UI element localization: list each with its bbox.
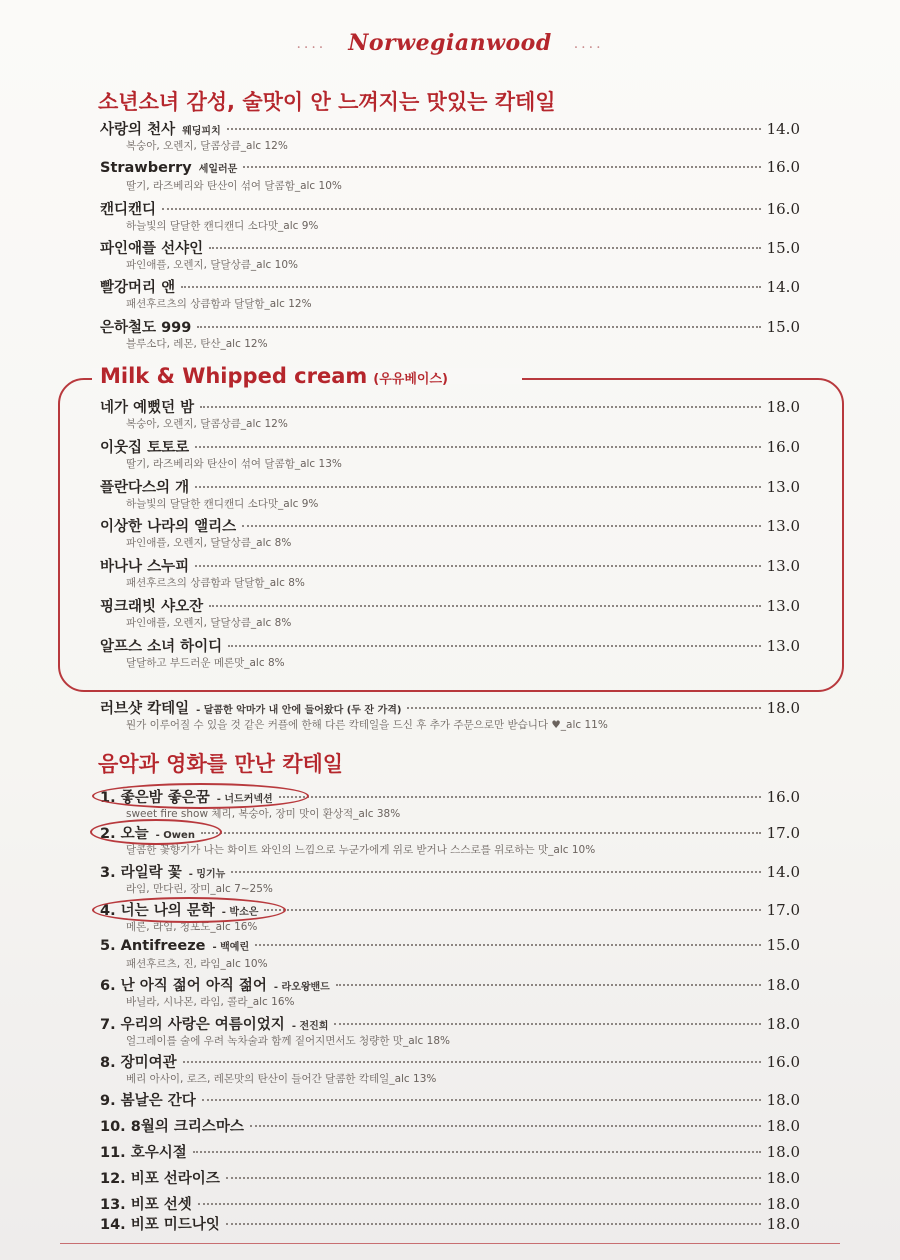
dotted-leader [181, 286, 761, 288]
menu-item-name: 플란다스의 개 [100, 480, 190, 496]
menu-item-name: Strawberry [100, 160, 192, 176]
menu-item-description: 복숭아, 오렌지, 달콤상큼_alc 12% [126, 418, 288, 430]
dotted-leader [334, 1023, 760, 1025]
menu-item-price: 13.0 [766, 637, 800, 655]
menu-item [100, 1115, 800, 1137]
dotted-leader [195, 565, 761, 567]
dotted-leader [243, 166, 760, 168]
menu-item-subtitle: - 달콤한 악마가 내 안에 들어왔다 (두 잔 가격) [196, 705, 402, 716]
menu-item-name: 빨강머리 앤 [100, 280, 176, 296]
menu-item-price: 15.0 [766, 239, 800, 257]
section-title-1 [98, 86, 556, 116]
section-title-2 [100, 364, 448, 388]
menu-item-name: 3. 라일락 꽃 [100, 865, 182, 881]
menu-item-name: 알프스 소녀 하이디 [100, 639, 223, 655]
menu-item-name: 6. 난 아직 젊어 아직 젊어 [100, 978, 267, 994]
menu-item-price: 18.0 [766, 1195, 800, 1213]
dotted-leader [336, 984, 761, 986]
menu-item-row [100, 786, 800, 808]
dotted-leader [197, 326, 760, 328]
section-title-2-text: Milk & Whipped cream [100, 364, 368, 388]
menu-item-row [100, 118, 800, 140]
menu-item [100, 1167, 800, 1189]
menu-item [100, 1013, 800, 1048]
dotted-leader [242, 525, 760, 527]
menu-item-description: 파인애플, 오렌지, 달달상큼_alc 10% [126, 259, 298, 271]
menu-item-row [100, 697, 800, 719]
dotted-leader [231, 871, 760, 873]
dotted-leader [209, 605, 760, 607]
menu-item-price: 18.0 [766, 699, 800, 717]
menu-item [100, 635, 800, 670]
menu-item-price: 16.0 [766, 200, 800, 218]
menu-item-name: 파인애플 선샤인 [100, 241, 204, 257]
dotted-leader [226, 1177, 761, 1179]
menu-item-description: sweet fire show 체리, 복숭아, 장미 맛이 환상적_alc 38% [126, 808, 401, 820]
brand-dots-left: .... [296, 36, 327, 52]
menu-item-price: 18.0 [766, 1091, 800, 1109]
menu-item-description: 달달하고 부드러운 메론맛_alc 8% [126, 657, 285, 669]
menu-item-description: 파인애플, 오렌지, 달달상큼_alc 8% [126, 537, 292, 549]
dotted-leader [183, 1061, 761, 1063]
menu-item [100, 237, 800, 272]
section-title-3 [98, 748, 343, 778]
menu-item-name: 캔디캔디 [100, 202, 157, 218]
dotted-leader [200, 406, 760, 408]
menu-item-row [100, 1013, 800, 1035]
menu-item-description: 패션후르츠의 상큼함과 달달함_alc 8% [126, 577, 305, 589]
menu-item-description: 하늘빛의 달달한 캔디캔디 소다맛_alc 9% [126, 498, 319, 510]
menu-item-row [100, 936, 800, 958]
menu-item [100, 476, 800, 511]
menu-item-row [100, 158, 800, 180]
menu-item-row [100, 436, 800, 458]
menu-item [100, 555, 800, 590]
dotted-leader [193, 1151, 761, 1153]
menu-item [100, 697, 800, 732]
dotted-leader [201, 832, 761, 834]
menu-item-name: 이웃집 토토로 [100, 440, 190, 456]
menu-item-description: 얼그레이를 술에 우려 녹차술과 함께 짙어지면서도 청량한 맛_alc 18% [126, 1035, 450, 1047]
menu-item-name: 사랑의 천사 [100, 122, 176, 138]
menu-item-row [100, 237, 800, 259]
menu-item-name: 러브샷 칵테일 [100, 701, 190, 717]
menu-item-price: 18.0 [766, 1015, 800, 1033]
menu-item-subtitle: 세일러문 [198, 164, 238, 175]
menu-item-description: 바닐라, 시나몬, 라임, 콜라_alc 16% [126, 996, 295, 1008]
menu-item-subtitle: - 박소은 [221, 907, 259, 918]
menu-item-row [100, 1193, 800, 1215]
menu-item-price: 15.0 [766, 936, 800, 954]
dotted-leader [226, 1223, 761, 1225]
menu-item-row [100, 1115, 800, 1137]
menu-item-description: 파인애플, 오렌지, 달달상큼_alc 8% [126, 617, 292, 629]
menu-item-name: 4. 너는 나의 문학 [100, 903, 215, 919]
brand-header [0, 30, 900, 56]
menu-item-name: 7. 우리의 사랑은 여름이었지 [100, 1017, 285, 1033]
dotted-leader [279, 796, 761, 798]
menu-item-price: 16.0 [766, 788, 800, 806]
menu-item-row [100, 515, 800, 537]
menu-item [100, 158, 800, 193]
menu-item [100, 1089, 800, 1111]
menu-item-row [100, 822, 800, 844]
menu-item-row [100, 974, 800, 996]
menu-item-description: 딸기, 라즈베리와 탄산이 섞여 달콤함_alc 13% [126, 458, 342, 470]
menu-item [100, 276, 800, 311]
menu-item-row [100, 1141, 800, 1163]
menu-item [100, 899, 800, 934]
menu-item-subtitle: - 너드커넥션 [216, 794, 273, 805]
menu-item-subtitle: - 전진희 [291, 1021, 329, 1032]
menu-item-name: 10. 8월의 크리스마스 [100, 1119, 244, 1135]
menu-item-price: 18.0 [766, 1169, 800, 1187]
menu-item-description: 라임, 만다린, 장미_alc 7~25% [126, 883, 273, 895]
menu-item-description: 달콤한 꽃향기가 나는 화이트 와인의 느낌으로 누군가에게 위로 받거나 스스로를 위로하는 맛_alc 10% [126, 844, 596, 856]
menu-item-row [100, 1167, 800, 1189]
menu-item-price: 13.0 [766, 478, 800, 496]
dotted-leader [250, 1125, 761, 1127]
brand-logo: Norwegianwood [348, 30, 552, 56]
menu-item [100, 396, 800, 431]
section-title-1-text: 소년소녀 감성, 술맛이 안 느껴지는 맛있는 칵테일 [98, 90, 556, 114]
menu-item-row [100, 396, 800, 418]
dotted-leader [195, 486, 761, 488]
menu-item [100, 1051, 800, 1086]
dotted-leader [198, 1203, 761, 1205]
menu-item-price: 14.0 [766, 863, 800, 881]
menu-item-row [100, 1089, 800, 1111]
menu-item [100, 1193, 800, 1215]
section-title-2-note: (우유베이스) [373, 372, 448, 387]
menu-item-name: 바나나 스누피 [100, 559, 190, 575]
menu-item-price: 18.0 [766, 1143, 800, 1161]
menu-item-name: 이상한 나라의 앨리스 [100, 519, 237, 535]
menu-item-name: 12. 비포 선라이즈 [100, 1171, 220, 1187]
dotted-leader [264, 909, 760, 911]
menu-item-row [100, 276, 800, 298]
menu-item-name: 11. 호우시절 [100, 1145, 187, 1161]
menu-item-row [100, 861, 800, 883]
menu-item-row [100, 476, 800, 498]
menu-item-price: 16.0 [766, 438, 800, 456]
menu-item-price: 18.0 [766, 976, 800, 994]
menu-item-name: 네가 예뻤던 밤 [100, 400, 195, 416]
menu-item-price: 15.0 [766, 318, 800, 336]
menu-item [100, 974, 800, 1009]
menu-item-row [100, 198, 800, 220]
dotted-leader [209, 247, 760, 249]
menu-item [100, 316, 800, 351]
menu-item-name: 5. Antifreeze [100, 938, 206, 954]
menu-item-subtitle: - Owen [155, 830, 195, 841]
menu-item-row [100, 1213, 800, 1235]
menu-item-price: 16.0 [766, 158, 800, 176]
bottom-rule [60, 1243, 840, 1244]
dotted-leader [162, 208, 761, 210]
menu-item-description: 베리 아사이, 로즈, 레몬맛의 탄산이 들어간 달콤한 칵테일_alc 13% [126, 1073, 437, 1085]
menu-item-price: 17.0 [766, 824, 800, 842]
menu-item [100, 198, 800, 233]
menu-item-subtitle: - 백예린 [212, 942, 250, 953]
menu-item-row [100, 899, 800, 921]
menu-item [100, 118, 800, 153]
menu-item-name: 은하철도 999 [100, 320, 192, 336]
menu-item-row [100, 1051, 800, 1073]
menu-item [100, 822, 800, 857]
menu-item-price: 13.0 [766, 517, 800, 535]
menu-item-subtitle: 웨딩피치 [182, 126, 221, 137]
menu-item-name: 13. 비포 선셋 [100, 1197, 192, 1213]
menu-item-price: 18.0 [766, 1215, 800, 1233]
menu-item-name: 1. 좋은밤 좋은꿈 [100, 790, 210, 806]
menu-item-price: 14.0 [766, 278, 800, 296]
menu-item-description: 메론, 라임, 청포도_alc 16% [126, 921, 258, 933]
dotted-leader [202, 1099, 761, 1101]
dotted-leader [255, 944, 760, 946]
menu-item-description: 뭔가 이루어질 수 있을 것 같은 커플에 한해 다른 칵테일을 드신 후 추가 주문으로만 받습니다 ♥_alc 11% [126, 719, 608, 731]
menu-item [100, 436, 800, 471]
menu-item-row [100, 595, 800, 617]
menu-item-description: 하늘빛의 달달한 캔디캔디 소다맛_alc 9% [126, 220, 319, 232]
menu-item-description: 패션후르츠의 상큼함과 달달함_alc 12% [126, 298, 312, 310]
menu-item-row [100, 555, 800, 577]
menu-item-price: 13.0 [766, 557, 800, 575]
menu-item-name: 8. 장미여관 [100, 1055, 177, 1071]
dotted-leader [407, 707, 760, 709]
menu-item [100, 786, 800, 821]
menu-item-price: 17.0 [766, 901, 800, 919]
section-title-3-text: 음악과 영화를 만난 칵테일 [98, 752, 344, 776]
menu-item-price: 18.0 [766, 398, 800, 416]
menu-item-price: 16.0 [766, 1053, 800, 1071]
menu-item-name: 2. 오늘 [100, 826, 149, 842]
menu-item-name: 14. 비포 미드나잇 [100, 1217, 220, 1233]
menu-item-description: 패션후르츠, 진, 라임_alc 10% [126, 958, 268, 970]
menu-item-price: 14.0 [766, 120, 800, 138]
menu-item-subtitle: - 밍기뉴 [188, 869, 226, 880]
dotted-leader [227, 128, 761, 130]
menu-item-price: 13.0 [766, 597, 800, 615]
menu-item [100, 515, 800, 550]
menu-item [100, 936, 800, 971]
menu-item-description: 딸기, 라즈베리와 탄산이 섞여 달콤함_alc 10% [126, 180, 342, 192]
menu-item-name: 9. 봄날은 간다 [100, 1093, 196, 1109]
menu-item [100, 861, 800, 896]
dotted-leader [228, 645, 760, 647]
dotted-leader [195, 446, 761, 448]
menu-item-price: 18.0 [766, 1117, 800, 1135]
menu-item-description: 복숭아, 오렌지, 달콤상큼_alc 12% [126, 140, 288, 152]
menu-item [100, 1141, 800, 1163]
menu-item [100, 1213, 800, 1235]
menu-item [100, 595, 800, 630]
brand-dots-right: .... [573, 36, 604, 52]
menu-item-description: 블루소다, 레몬, 탄산_alc 12% [126, 338, 268, 350]
menu-item-subtitle: - 라오왕밴드 [273, 982, 330, 993]
menu-item-row [100, 316, 800, 338]
menu-item-row [100, 635, 800, 657]
menu-item-name: 핑크래빗 샤오잔 [100, 599, 204, 615]
